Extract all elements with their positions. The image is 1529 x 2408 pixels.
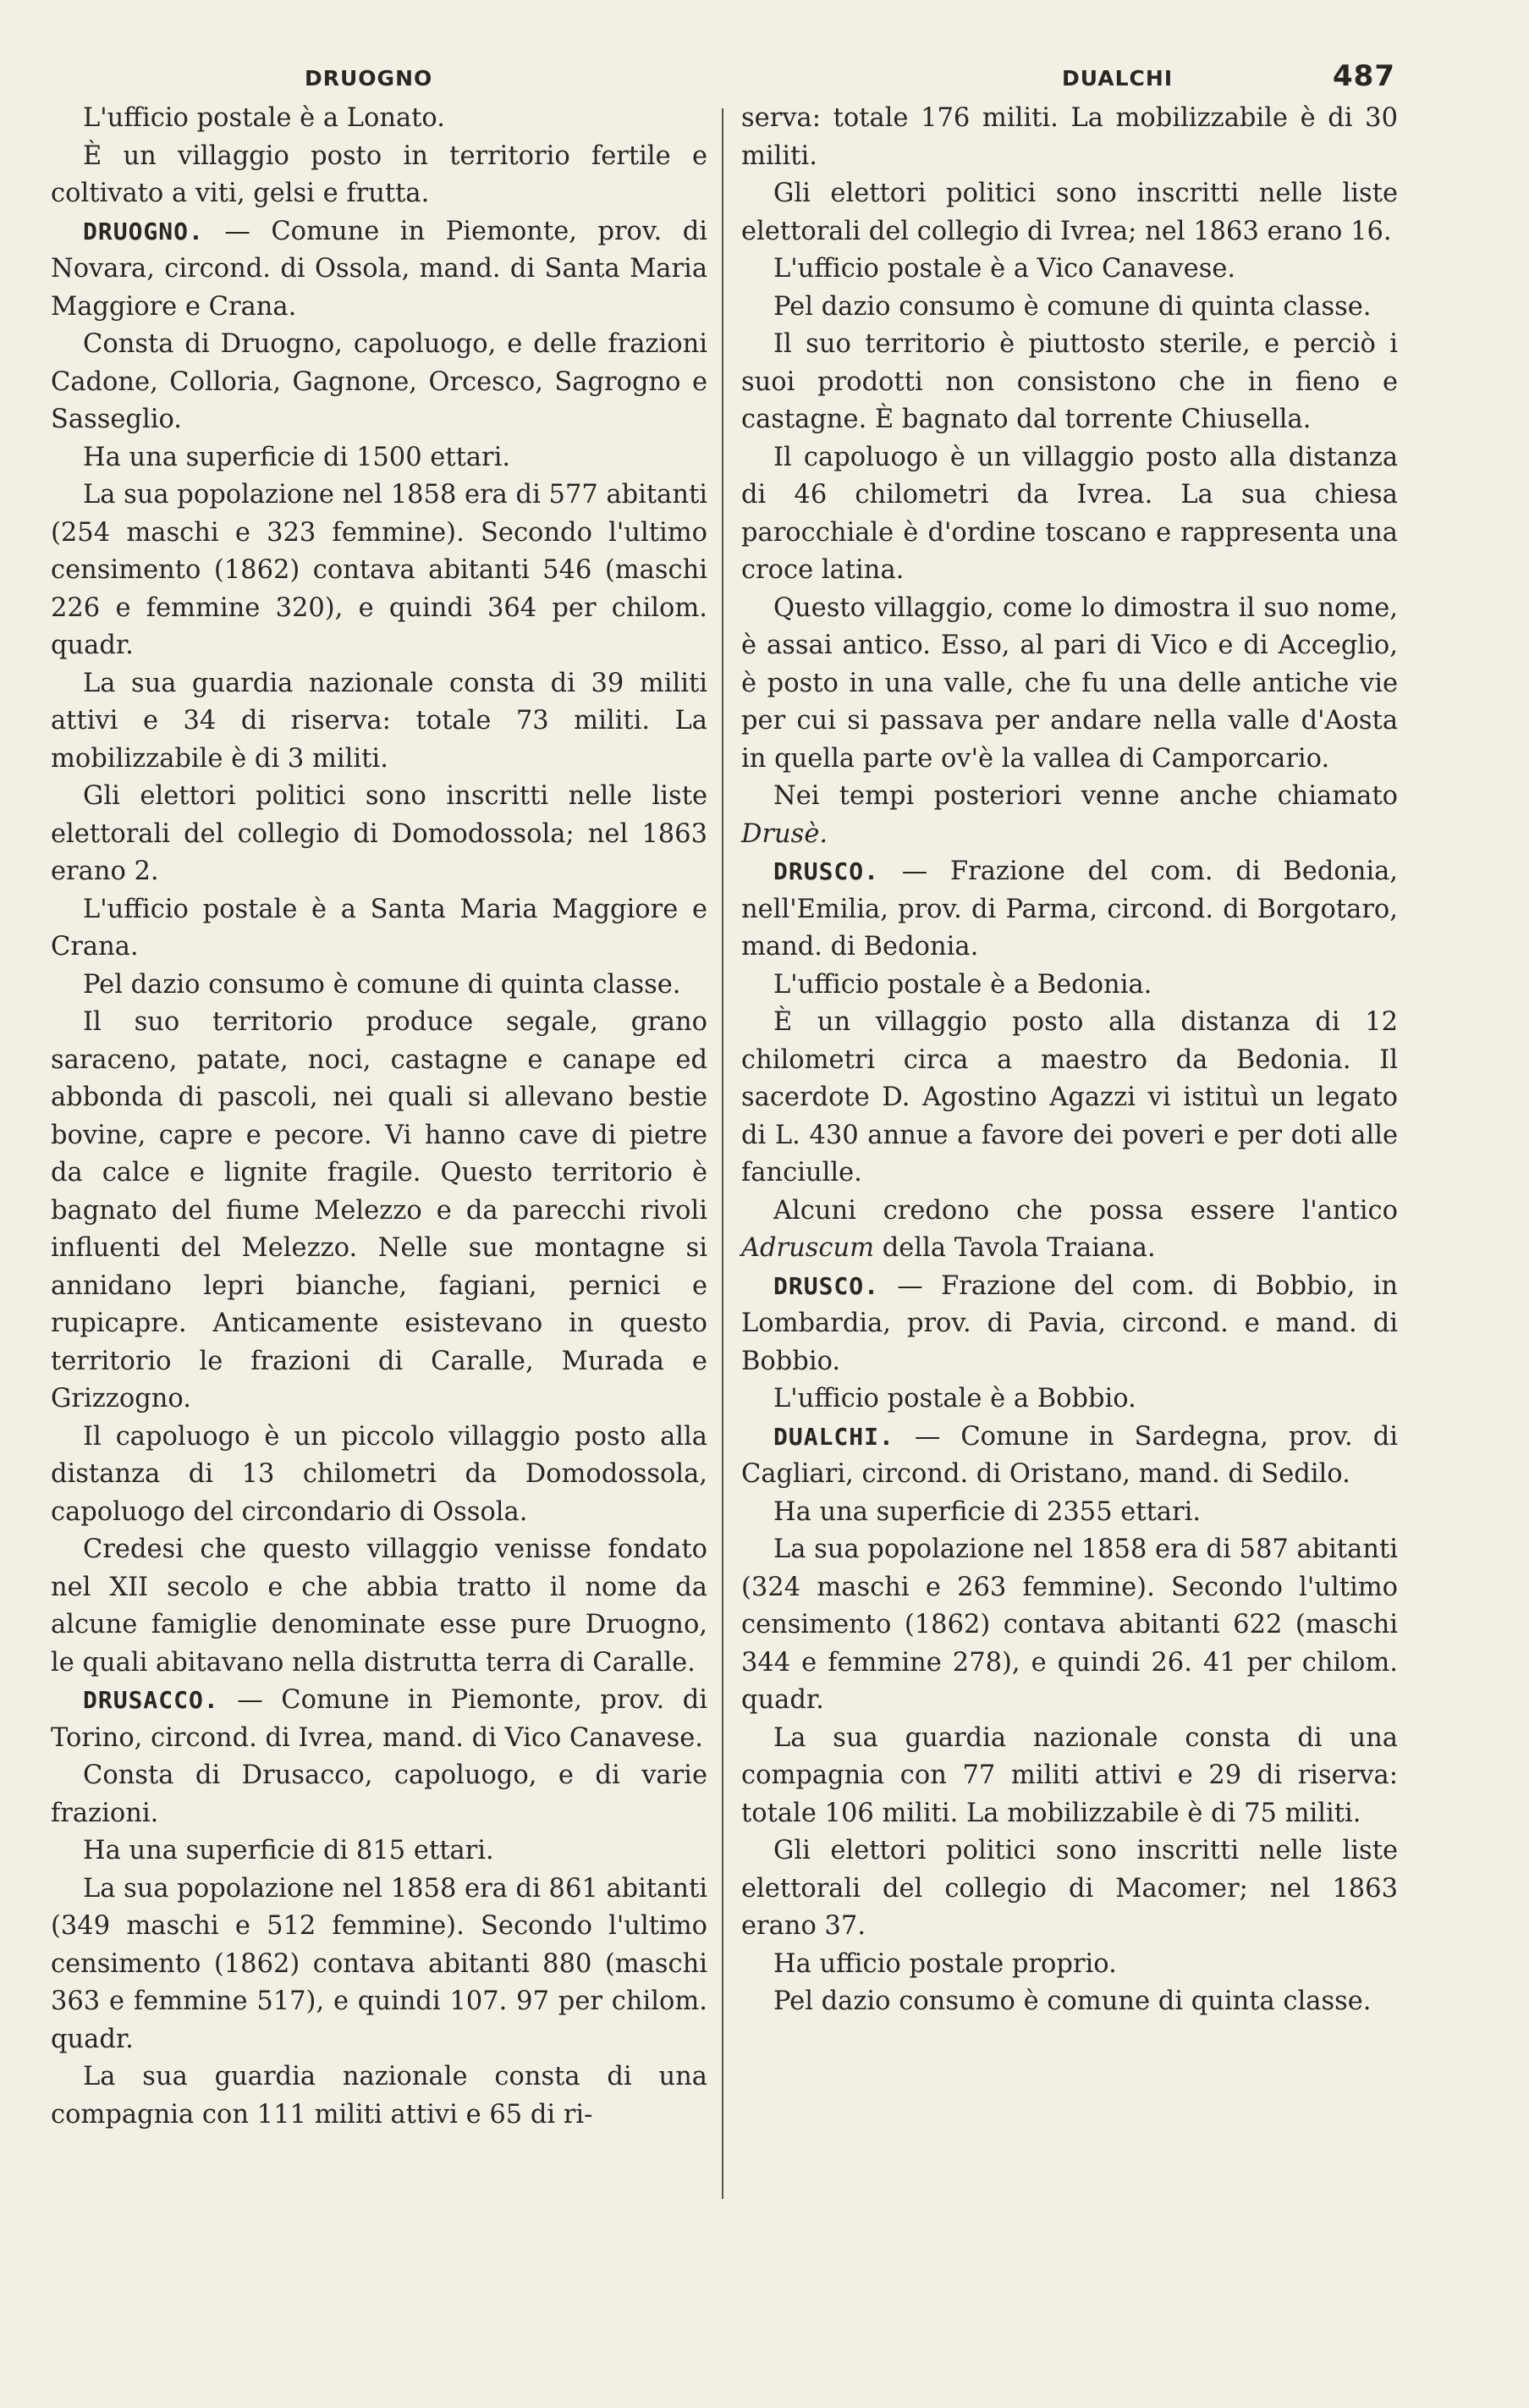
- paragraph-text: Nei tempi posteriori venne anche chiamato: [773, 781, 1398, 811]
- paragraph: [51, 2058, 707, 2134]
- paragraph: [741, 1494, 1398, 1532]
- entry-paragraph: [741, 1419, 1398, 1494]
- paragraph: [741, 326, 1398, 439]
- paragraph-text: Pel dazio consumo è comune di quinta classe.: [773, 1986, 1372, 2016]
- paragraph: [51, 778, 707, 891]
- paragraph-text: — Comune in Sardegna, prov. di Cagliari, circond. di Oristano, mand. di Sedilo.: [741, 1421, 1398, 1489]
- paragraph-text: Il suo territorio produce segale, grano saraceno, patate, noci, castagne e canape ed abbonda di pascoli, nei quali si allevano bestie bovine, capre e pecore. Vi hanno cave di pietre da calce e lignite fragile. Questo territorio è bagnato del fiume Melezzo e da parecchi rivoli influenti del Melezzo. Nelle sue montagne si annidano lepri bianche, fagiani, pernici e rupicapre. Anticamente esistevano in questo territorio le frazioni di Caralle, Murada e Grizzogno.: [51, 1007, 707, 1413]
- paragraph-text: La sua guardia nazionale consta di una compagnia con 77 militi attivi e 29 di riserva: totale 106 militi. La mobilizzabile è di 75 militi.: [741, 1722, 1398, 1828]
- paragraph-text: L'ufficio postale è a Lonato.: [83, 103, 445, 133]
- paragraph: [51, 1419, 707, 1532]
- paragraph-text: — Frazione del com. di Bobbio, in Lombardia, prov. di Pavia, circond. e mand. di Bobbio.: [741, 1270, 1398, 1376]
- paragraph-text: La sua popolazione nel 1858 era di 587 abitanti (324 maschi e 263 femmine). Secondo l'ultimo censimento (1862) contava abitanti 622 (maschi 344 e femmine 278), e quindi 26. 41 per chilom. quadr.: [741, 1535, 1399, 1715]
- paragraph-text: Il capoluogo è un villaggio posto alla distanza di 46 chilometri da Ivrea. La sua chiesa parocchiale è d'ordine toscano e rappresenta una croce latina.: [741, 442, 1398, 585]
- paragraph: [741, 1832, 1398, 1946]
- paragraph-text: — Comune in Piemonte, prov. di Torino, circond. di Ivrea, mand. di Vico Canavese.: [51, 1685, 707, 1753]
- paragraph: [51, 1871, 707, 2059]
- paragraph-text: Ha una superficie di 1500 ettari.: [83, 442, 511, 472]
- paragraph: [741, 1193, 1398, 1268]
- paragraph-text: L'ufficio postale è a Bobbio.: [773, 1384, 1136, 1413]
- right-column: [741, 100, 1398, 2021]
- paragraph: [741, 590, 1398, 779]
- paragraph: [741, 289, 1398, 327]
- paragraph: [741, 778, 1398, 853]
- entry-headword: DRUSCO.: [773, 857, 880, 885]
- italic-term: Drusè.: [741, 818, 828, 849]
- paragraph: [741, 175, 1398, 251]
- paragraph: [741, 251, 1398, 289]
- paragraph-text: Questo villaggio, come lo dimostra il suo nome, è assai antico. Esso, al pari di Vico e di Acceglio, è posto in una valle, che fu una delle antiche vie per cui si passava per andare nella valle d'Aosta in quella parte ov'è la vallea di Camporcario.: [741, 592, 1398, 774]
- paragraph-text: Consta di Druogno, capoluogo, e delle frazioni Cadone, Colloria, Gagnone, Orcesco, Sagrogno e Sasseglio.: [51, 329, 707, 434]
- entry-paragraph: [741, 1268, 1398, 1381]
- paragraph-text: Consta di Drusacco, capoluogo, e di varie frazioni.: [51, 1761, 707, 1828]
- paragraph-text: È un villaggio posto in territorio fertile e coltivato a viti, gelsi e frutta.: [51, 141, 707, 208]
- paragraph: [51, 967, 707, 1005]
- paragraph-text: Il suo territorio è piuttosto sterile, e perciò i suoi prodotti non consistono che in fieno e castagne. È bagnato dal torrente Chiusella.: [741, 329, 1398, 434]
- paragraph: [51, 138, 707, 213]
- paragraph-text: È un villaggio posto alla distanza di 12 chilometri circa a maestro da Bedonia. Il sacerdote D. Agostino Agazzi vi istituì un legato di L. 430 annue a favore dei poveri e per doti alle fanciulle.: [741, 1007, 1398, 1187]
- entry-paragraph: [741, 853, 1398, 967]
- paragraph: [51, 1531, 707, 1682]
- paragraph: [741, 1720, 1398, 1833]
- paragraph: [741, 1004, 1398, 1193]
- paragraph: [51, 477, 707, 665]
- running-head-left: DRUOGNO: [305, 66, 433, 91]
- paragraph-text: La sua popolazione nel 1858 era di 577 abitanti (254 maschi e 323 femmine). Secondo l'ultimo censimento (1862) contava abitanti 546 (maschi 226 e femmine 320), e quindi 364 per chilom. quadr.: [51, 480, 708, 660]
- paragraph: [51, 891, 707, 967]
- entry-headword: DRUOGNO.: [83, 217, 204, 245]
- running-head-right: DUALCHI: [1062, 66, 1174, 91]
- paragraph: [741, 100, 1398, 175]
- paragraph: [51, 1832, 707, 1871]
- entry-headword: DUALCHI.: [773, 1422, 894, 1451]
- paragraph-text: La sua guardia nazionale consta di una compagnia con 111 militi attivi e 65 di ri-: [51, 2062, 707, 2130]
- paragraph: [741, 439, 1398, 590]
- paragraph-text: — Frazione del com. di Bedonia, nell'Emilia, prov. di Parma, circond. di Borgotaro, mand. di Bedonia.: [741, 857, 1398, 962]
- column-divider: [722, 108, 723, 2199]
- paragraph-text: L'ufficio postale è a Bedonia.: [773, 969, 1152, 1000]
- paragraph: [51, 1757, 707, 1832]
- paragraph: [51, 100, 707, 138]
- left-column: [51, 100, 707, 2134]
- page-number: 487: [1333, 59, 1395, 93]
- entry-paragraph: [51, 213, 707, 327]
- entry-paragraph: [51, 1682, 707, 1757]
- paragraph-text: Pel dazio consumo è comune di quinta classe.: [773, 291, 1372, 322]
- paragraph: [741, 1380, 1398, 1419]
- paragraph-text: Il capoluogo è un piccolo villaggio posto alla distanza di 13 chilometri da Domodossola, capoluogo del circondario di Ossola.: [51, 1421, 707, 1527]
- paragraph: [51, 326, 707, 439]
- paragraph-text: Gli elettori politici sono inscritti nelle liste elettorali del collegio di Domodossola; nel 1863 erano 2.: [51, 781, 707, 886]
- paragraph: [51, 665, 707, 779]
- italic-term: Adruscum: [741, 1233, 875, 1263]
- paragraph-text: Ha una superficie di 2355 ettari.: [773, 1496, 1202, 1527]
- paragraph-text: Ha una superficie di 815 ettari.: [83, 1836, 494, 1865]
- entry-headword: DRUSACCO.: [83, 1686, 219, 1714]
- paragraph-text: La sua popolazione nel 1858 era di 861 abitanti (349 maschi e 512 femmine). Secondo l'ultimo censimento (1862) contava abitanti 880 (maschi 363 e femmine 517), e quindi 107. 97 per chilom. quadr.: [51, 1873, 708, 2054]
- paragraph-text-after: della Tavola Traiana.: [874, 1233, 1156, 1263]
- paragraph-text: — Comune in Piemonte, prov. di Novara, circond. di Ossola, mand. di Santa Maria Maggiore e Crana.: [51, 216, 707, 322]
- paragraph-text: Gli elettori politici sono inscritti nelle liste elettorali del collegio di Macomer; nel 1863 erano 37.: [741, 1836, 1398, 1941]
- paragraph: [51, 1004, 707, 1419]
- paragraph-text: La sua guardia nazionale consta di 39 militi attivi e 34 di riserva: totale 73 militi. La mobilizzabile è di 3 militi.: [51, 668, 707, 774]
- paragraph-text: L'ufficio postale è a Santa Maria Maggiore e Crana.: [51, 894, 707, 962]
- entry-headword: DRUSCO.: [773, 1271, 880, 1300]
- paragraph-text: Alcuni credono che possa essere l'antico: [773, 1195, 1398, 1226]
- paragraph: [741, 967, 1398, 1005]
- paragraph-text: Credesi che questo villaggio venisse fondato nel XII secolo e che abbia tratto il nome da alcune famiglie denominate esse pure Druogno, le quali abitavano nella distrutta terra di Caralle.: [51, 1535, 707, 1678]
- paragraph: [741, 1983, 1398, 2021]
- paragraph-text: L'ufficio postale è a Vico Canavese.: [773, 254, 1236, 284]
- paragraph: [741, 1531, 1398, 1720]
- paragraph-text: Ha ufficio postale proprio.: [773, 1948, 1117, 1979]
- paragraph-text: Pel dazio consumo è comune di quinta classe.: [83, 969, 681, 1000]
- paragraph: [51, 439, 707, 477]
- paragraph-text: serva: totale 176 militi. La mobilizzabile è di 30 militi.: [741, 103, 1398, 171]
- paragraph: [741, 1946, 1398, 1984]
- paragraph-text: Gli elettori politici sono inscritti nelle liste elettorali del collegio di Ivrea; nel 1863 erano 16.: [741, 179, 1398, 246]
